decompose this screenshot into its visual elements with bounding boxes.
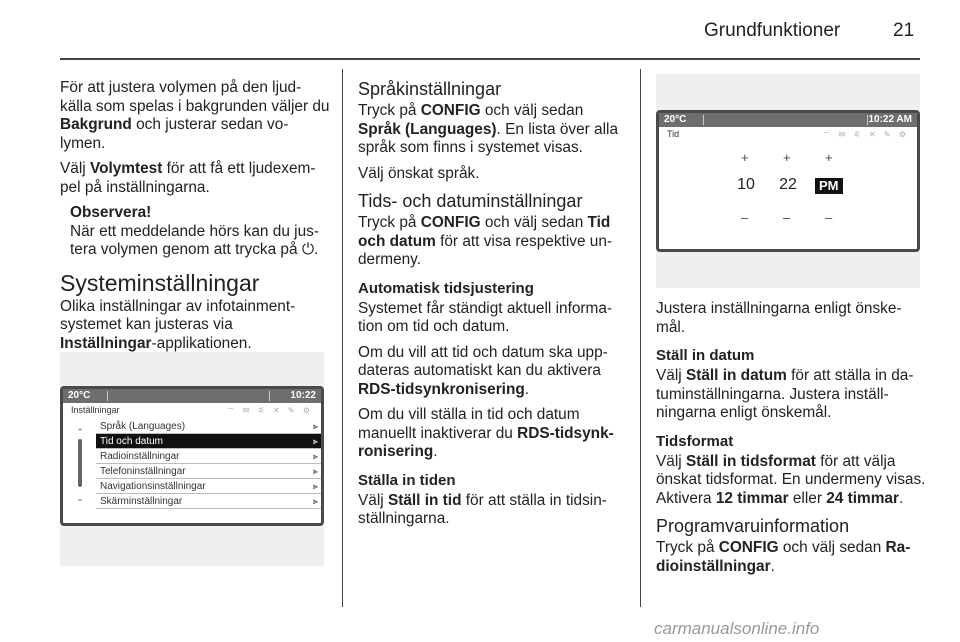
status-bar — [63, 389, 321, 403]
menu-item-skarm[interactable] — [96, 494, 324, 509]
hour-value: 10 — [737, 176, 755, 193]
menu-item-label: Telefoninställningar — [100, 466, 186, 477]
menu-item-sprak[interactable] — [96, 419, 324, 434]
paragraph-settings — [60, 298, 330, 354]
paragraph-set-time — [358, 492, 626, 529]
text: och välj sedan — [480, 102, 584, 119]
text: Tryck på — [656, 539, 719, 556]
text: för att visa respektive un-dermeny. — [358, 232, 613, 268]
term-tid-och-datum: Tid och datum — [358, 214, 611, 250]
text: Välj — [358, 491, 388, 509]
status-bar — [659, 113, 917, 127]
hour-minus-button[interactable]: – — [741, 210, 749, 225]
chevron-right-icon: ⫸ — [312, 451, 318, 461]
column-1 — [60, 79, 330, 360]
minute-value: 22 — [779, 176, 797, 193]
paragraph-volume-test — [60, 160, 330, 197]
settings-screenshot — [60, 352, 324, 566]
settings-menu — [96, 419, 324, 509]
display-frame — [656, 110, 920, 252]
text: Välj — [656, 452, 686, 470]
text: För att justera volymen på den ljud-källa som spelas i bakgrunden väljer du — [60, 79, 330, 115]
heading-stalla-in-tiden: Ställa in tiden — [358, 471, 456, 489]
paragraph-adjust: Justera inställningarna enligt önske-mål. — [656, 300, 902, 336]
paragraph-time-date — [358, 214, 626, 270]
term-installningar: Inställningar — [60, 334, 152, 352]
menu-item-radio[interactable] — [96, 449, 324, 464]
term-sprak: Språk (Languages) — [358, 120, 497, 138]
text: och välj sedan — [480, 214, 588, 231]
column-divider-2 — [640, 69, 641, 607]
term-24-timmar: 24 timmar — [826, 489, 899, 507]
ampm-minus-button[interactable]: – — [825, 210, 833, 225]
text: -applikationen. — [151, 334, 252, 352]
heading-systeminstallningar: Systeminställningar — [60, 269, 260, 296]
text: Tryck på — [358, 102, 421, 119]
heading-stall-in-datum: Ställ in datum — [656, 347, 755, 364]
clock: 10:22 AM — [868, 114, 912, 125]
paragraph-time-format — [656, 453, 926, 509]
note-text: När ett meddelande hörs kan du jus-tera volymen genom att trycka på ⏻. — [70, 222, 319, 258]
scroll-down-icon[interactable]: ⌄ — [76, 493, 84, 503]
text: Välj — [656, 367, 686, 384]
paragraph-rds-enable — [358, 344, 626, 400]
term-radioinstallningar: Ra-dioinställningar — [656, 539, 911, 575]
text: och välj sedan — [778, 539, 886, 556]
header-rule — [60, 58, 920, 60]
display-frame — [60, 386, 324, 526]
text: Välj — [60, 160, 90, 177]
paragraph-set-date — [656, 367, 926, 423]
clock: 10:22 — [290, 390, 316, 401]
status-separator — [703, 115, 704, 125]
chevron-right-icon: ⫸ — [312, 421, 318, 431]
menu-item-label: Skärminställningar — [100, 496, 183, 507]
term-12-timmar: 12 timmar — [715, 489, 789, 507]
text: Om du vill ställa in tid och datum manuellt inaktiverar du — [358, 406, 580, 442]
column-3 — [656, 300, 926, 583]
page-number: 21 — [893, 20, 915, 41]
menu-item-telefon[interactable] — [96, 464, 324, 479]
chevron-right-icon: ⫸ — [312, 436, 318, 446]
column-2 — [358, 79, 626, 536]
text: . — [898, 489, 904, 507]
menu-item-label: Språk (Languages) — [100, 421, 186, 432]
text: . — [770, 557, 775, 575]
text: för att ställa in da-tuminställningarna. Justera inställ-ningarna enligt önskemål. — [656, 367, 914, 421]
heading-tidsformat: Tidsformat — [656, 432, 734, 450]
menu-item-label: Radioinställningar — [100, 451, 180, 462]
text: . — [524, 380, 530, 398]
text: för att välja önskat tidsformat. En undermeny visas. Aktivera — [656, 452, 926, 507]
paragraph-software — [656, 539, 926, 576]
temperature: 20°C — [68, 390, 91, 401]
text: Tryck på — [358, 214, 421, 231]
heading-programvaruinformation: Programvaruinformation — [656, 516, 850, 536]
watermark: carmanualsonline.info — [654, 619, 820, 638]
ampm-value: PM — [815, 178, 843, 194]
temperature: 20°C — [664, 114, 687, 125]
term-stall-in-tid: Ställ in tid — [387, 491, 462, 509]
page-header — [0, 0, 960, 58]
text: för att få ett ljudexem-pel på inställningarna. — [60, 160, 316, 196]
menu-item-label: Navigationsinställningar — [100, 481, 206, 492]
note-box — [60, 204, 330, 260]
ampm-plus-button[interactable]: + — [825, 150, 833, 165]
status-separator — [269, 391, 270, 401]
menu-item-label: Tid och datum — [100, 436, 163, 447]
term-bakgrund: Bakgrund — [60, 116, 132, 133]
term-config: CONFIG — [718, 539, 779, 556]
text: . En lista över alla språk som finns i systemet visas. — [358, 120, 619, 156]
menu-item-tid-och-datum[interactable] — [96, 434, 324, 449]
paragraph-language — [358, 102, 626, 158]
text: . — [433, 443, 438, 460]
heading-automatisk: Automatisk tidsjustering — [358, 279, 534, 297]
term-stall-in-tidsformat: Ställ in tidsformat — [685, 452, 816, 470]
text: för att ställa in tidsin-ställningarna. — [358, 491, 607, 527]
chevron-right-icon: ⫸ — [312, 496, 318, 506]
text: eller — [788, 489, 827, 507]
header-title: Grundfunktioner — [704, 20, 841, 41]
text: och justerar sedan vo-lymen. — [60, 116, 289, 152]
term-volymtest: Volymtest — [89, 160, 163, 177]
status-icons: ⌔ ✉ ⚟ ✕ ✎ ⚙ — [822, 130, 909, 139]
term-stall-in-datum: Ställ in datum — [685, 367, 787, 384]
text: Om du vill att tid och datum ska upp-dateras automatiskt kan du aktivera — [358, 343, 608, 379]
term-rds: RDS-tidsynk-ronisering — [358, 424, 614, 460]
status-icons: ⌔ ✉ ⚟ ✕ ✎ ⚙ — [226, 406, 313, 415]
screen-title: Inställningar — [71, 405, 120, 415]
scroll-up-icon[interactable]: ⌃ — [76, 427, 84, 437]
term-rds: RDS-tidsynkronisering — [358, 380, 525, 398]
time-screenshot — [656, 74, 920, 288]
scrollbar[interactable] — [73, 423, 87, 503]
status-separator — [107, 391, 108, 401]
chevron-right-icon: ⫸ — [312, 466, 318, 476]
hour-plus-button[interactable]: + — [741, 150, 749, 165]
term-config: CONFIG — [420, 102, 481, 119]
paragraph-auto-info: Systemet får ständigt aktuell informa-tion om tid och datum. — [358, 299, 613, 335]
heading-sprakinstallningar: Språkinställningar — [358, 79, 502, 99]
minute-minus-button[interactable]: – — [783, 210, 791, 225]
column-divider-1 — [342, 69, 343, 607]
paragraph-choose-language: Välj önskat språk. — [358, 164, 480, 182]
chevron-right-icon: ⫸ — [312, 481, 318, 491]
paragraph-rds-disable — [358, 406, 626, 462]
screen-title: Tid — [667, 129, 680, 139]
note-title: Observera! — [70, 204, 152, 221]
scroll-thumb[interactable] — [78, 439, 82, 487]
minute-plus-button[interactable]: + — [783, 150, 791, 165]
heading-tid-datum: Tids- och datuminställningar — [358, 191, 583, 211]
menu-item-navigation[interactable] — [96, 479, 324, 494]
paragraph-background-volume — [60, 79, 330, 153]
text: Olika inställningar av infotainment-systemet kan justeras via — [60, 297, 296, 333]
term-config: CONFIG — [420, 214, 481, 231]
